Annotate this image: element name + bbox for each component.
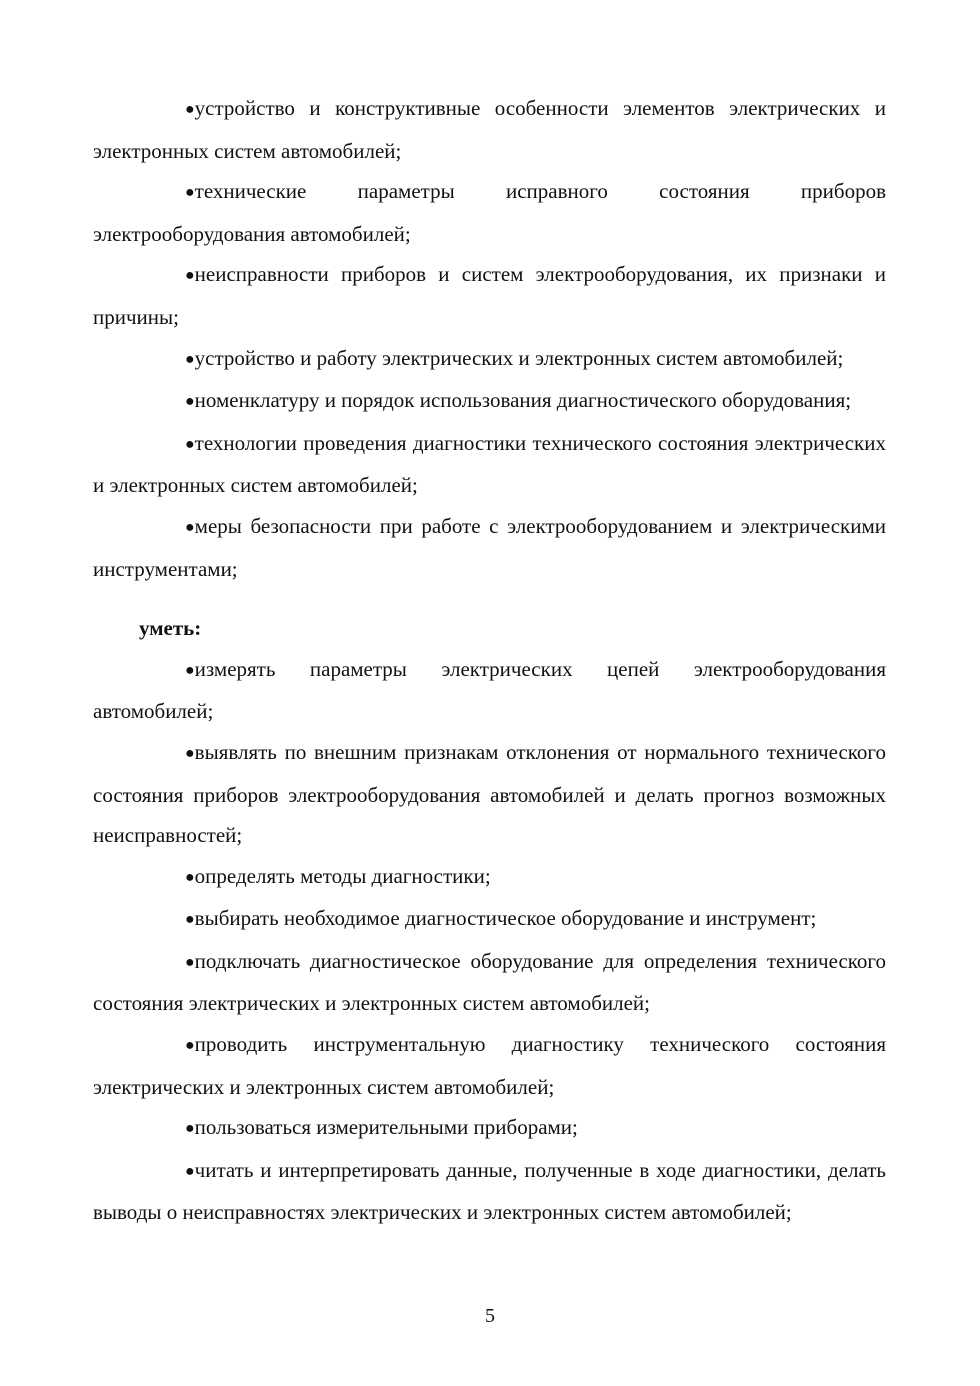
know-item	[93, 171, 886, 254]
know-item	[93, 423, 886, 506]
know-item-text: технические параметры исправного состояния приборов электрооборудования автомобилей;	[93, 179, 886, 246]
skill-item	[93, 732, 886, 856]
page-number: 5	[485, 1305, 495, 1327]
bullet-icon: ●	[185, 911, 195, 929]
skills-heading: уметь:	[139, 616, 202, 641]
skill-item-text: проводить инструментальную диагностику технического состояния электрических и электронных систем автомобилей;	[93, 1032, 886, 1099]
know-item	[93, 88, 886, 171]
bullet-icon: ●	[185, 350, 195, 368]
bullet-icon: ●	[185, 744, 195, 762]
bullet-icon: ●	[185, 1037, 195, 1055]
bullet-icon: ●	[185, 393, 195, 411]
know-item-text: устройство и работу электрических и электронных систем автомобилей;	[194, 345, 844, 370]
skill-item-text: измерять параметры электрических цепей электрооборудования автомобилей;	[93, 656, 886, 724]
bullet-icon: ●	[185, 101, 195, 118]
skill-item	[93, 1150, 886, 1233]
bullet-icon: ●	[185, 267, 195, 285]
know-item	[93, 380, 886, 423]
know-item	[93, 506, 886, 589]
know-item-text: технологии проведения диагностики технического состояния электрических и электронных систем автомобилей;	[93, 430, 886, 498]
section-gap	[93, 589, 886, 608]
skill-item-text: подключать диагностическое оборудование для определения технического состояния электрических и электронных систем автомобилей;	[93, 948, 886, 1016]
bullet-icon: ●	[185, 953, 195, 971]
skill-item-text: определять методы диагностики;	[194, 863, 491, 888]
page-content	[93, 88, 886, 1233]
know-item	[93, 254, 886, 337]
know-item	[93, 338, 886, 381]
skill-item-text: выявлять по внешним признакам отклонения от нормального технического состояния приборов электрооборудования автомобилей и делать прогноз возможных неисправностей;	[93, 739, 886, 848]
skill-item	[93, 856, 886, 899]
skill-item-text: пользоваться измерительными приборами;	[194, 1115, 578, 1140]
skill-item-text: читать и интерпретировать данные, полученные в ходе диагностики, делать выводы о неисправностях электрических и электронных систем автомобилей;	[93, 1157, 886, 1225]
bullet-icon: ●	[185, 1120, 195, 1138]
bullet-icon: ●	[185, 868, 195, 886]
skill-item	[93, 941, 886, 1024]
skill-item	[93, 898, 886, 941]
bullet-icon: ●	[185, 518, 195, 536]
know-item-text: устройство и конструктивные особенности элементов электрических и электронных систем автомобилей;	[93, 96, 886, 163]
bullet-icon: ●	[185, 661, 195, 679]
know-item-text: неисправности приборов и систем электрооборудования, их признаки и причины;	[93, 262, 886, 329]
know-item-text: меры безопасности при работе с электрооборудованием и электрическими инструментами;	[93, 513, 886, 581]
skill-item	[93, 649, 886, 732]
skill-item	[93, 1024, 886, 1107]
skill-item	[93, 1107, 886, 1150]
bullet-icon: ●	[185, 435, 195, 453]
bullet-icon: ●	[185, 1162, 195, 1180]
bullet-icon: ●	[185, 184, 195, 202]
know-item-text: номенклатуру и порядок использования диагностического оборудования;	[194, 388, 852, 413]
skill-item-text: выбирать необходимое диагностическое оборудование и инструмент;	[194, 906, 817, 931]
